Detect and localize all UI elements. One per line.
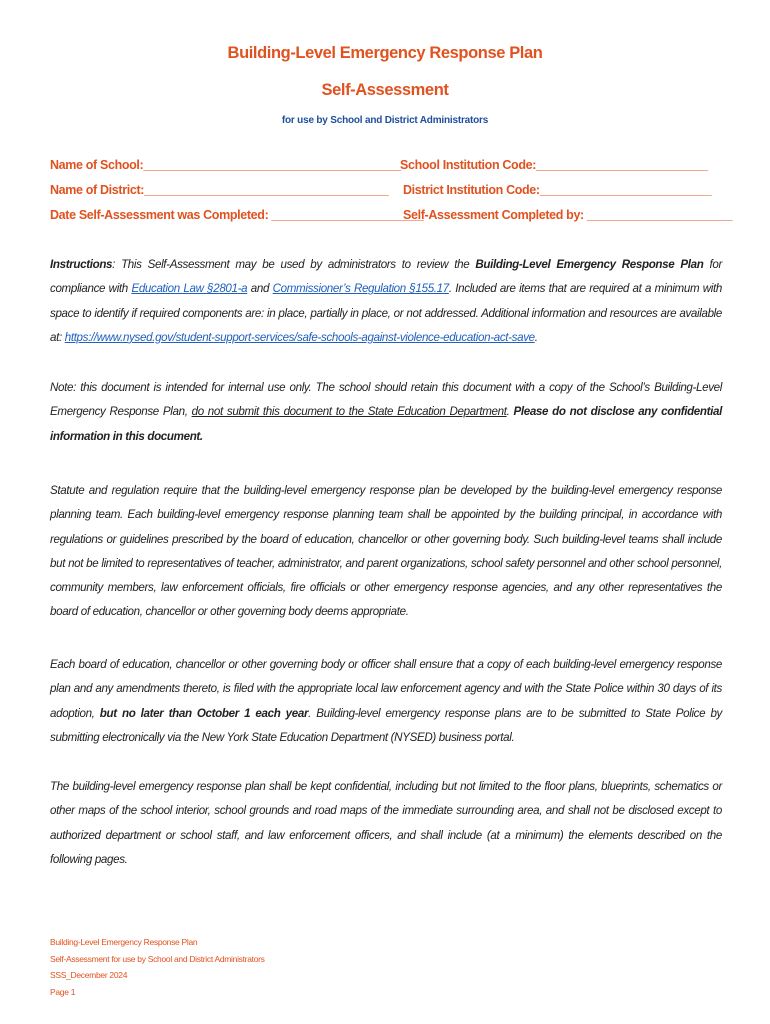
date-completed-field[interactable]: Date Self-Assessment was Completed: _______________________ [50, 208, 424, 222]
district-code-field[interactable]: District Institution Code:__________________________ [403, 183, 712, 197]
board-paragraph: Each board of education, chancellor or other governing body or officer shall ensure that a copy of each building-level emergency response plan and any amendments thereto, is filed with the appropriate local law enforcement agency and with the State Police within 30 days of its adoption, but no later than October 1 each year. Building-level emergency response plans are to be submitted to State Police by submitting electronically via the New York State Education Department (NYSED) business portal. [50, 658, 722, 744]
page-footer [50, 934, 265, 1000]
field-row-date [50, 208, 733, 226]
audience-line: for use by School and District Administrators [281, 115, 489, 126]
confidentiality-paragraph: The building-level emergency response plan shall be kept confidential, including but not limited to the floor plans, blueprints, schematics or other maps of the school interior, school grounds and road maps of the immediate surrounding area, and shall not be disclosed except to authorized department or school staff, and law enforcement officers, and shall include (at a minimum) the elements described on the following pages. [50, 780, 722, 866]
page-number: Page 1 [50, 986, 76, 997]
completed-by-field[interactable]: Self-Assessment Completed by: ______________________ [403, 208, 733, 222]
note-paragraph: Note: this document is intended for internal use only. The school should retain this document with a copy of the School’s Building-Level Emergency Response Plan, do not submit this document to the State Education Department. Please do not disclose any confidential information in this document. [50, 381, 722, 443]
footer-revision: SSS_December 2024 [50, 970, 128, 980]
footer-subtitle: Self-Assessment for use by School and District Administrators [50, 953, 265, 964]
district-name-field[interactable]: Name of District:_____________________________________ [50, 183, 389, 197]
instructions-paragraph: Instructions: This Self-Assessment may be used by administrators to review the Building-Level Emergency Response Plan for compliance with Education Law §2801-a and Commissioner’s Regulation §155.17. Included are items that are required at a minimum with space to identify if required components are: in place, partially in place, or not addressed. Additional information and resources are available at: https://www.nysed.gov/student-support-services/safe-schools-against-violence-education-act-save. [50, 258, 723, 344]
field-row-district [50, 183, 730, 201]
statute-paragraph: Statute and regulation require that the building-level emergency response plan be developed by the building-level emergency response planning team. Each building-level emergency response planning team shall be appointed by the building principal, in accordance with regulations or guidelines prescribed by the board of education, chancellor or other governing body. Such building-level teams shall include but not be limited to representatives of teacher, administrator, and parent organizations, school safety personnel and other school personnel, community members, law enforcement officials, fire officials or other emergency response agencies, and any other representatives the board of education, chancellor or other governing body deems appropriate. [50, 484, 722, 619]
school-code-field[interactable]: School Institution Code:__________________________ [400, 158, 708, 172]
field-row-school [50, 158, 730, 176]
education-law-link[interactable]: Education Law §2801-a [131, 282, 248, 296]
document-title: Building-Level Emergency Response Plan [227, 44, 543, 62]
commissioners-regulation-link[interactable]: Commissioner’s Regulation §155.17 [272, 282, 449, 296]
nysed-resources-link[interactable]: https://www.nysed.gov/student-support-services/safe-schools-against-violence-education-act-save [64, 330, 535, 344]
school-name-field[interactable]: Name of School:_______________________________________ [50, 158, 401, 172]
footer-title: Building-Level Emergency Response Plan [50, 937, 198, 947]
document-subtitle: Self-Assessment [321, 81, 449, 99]
